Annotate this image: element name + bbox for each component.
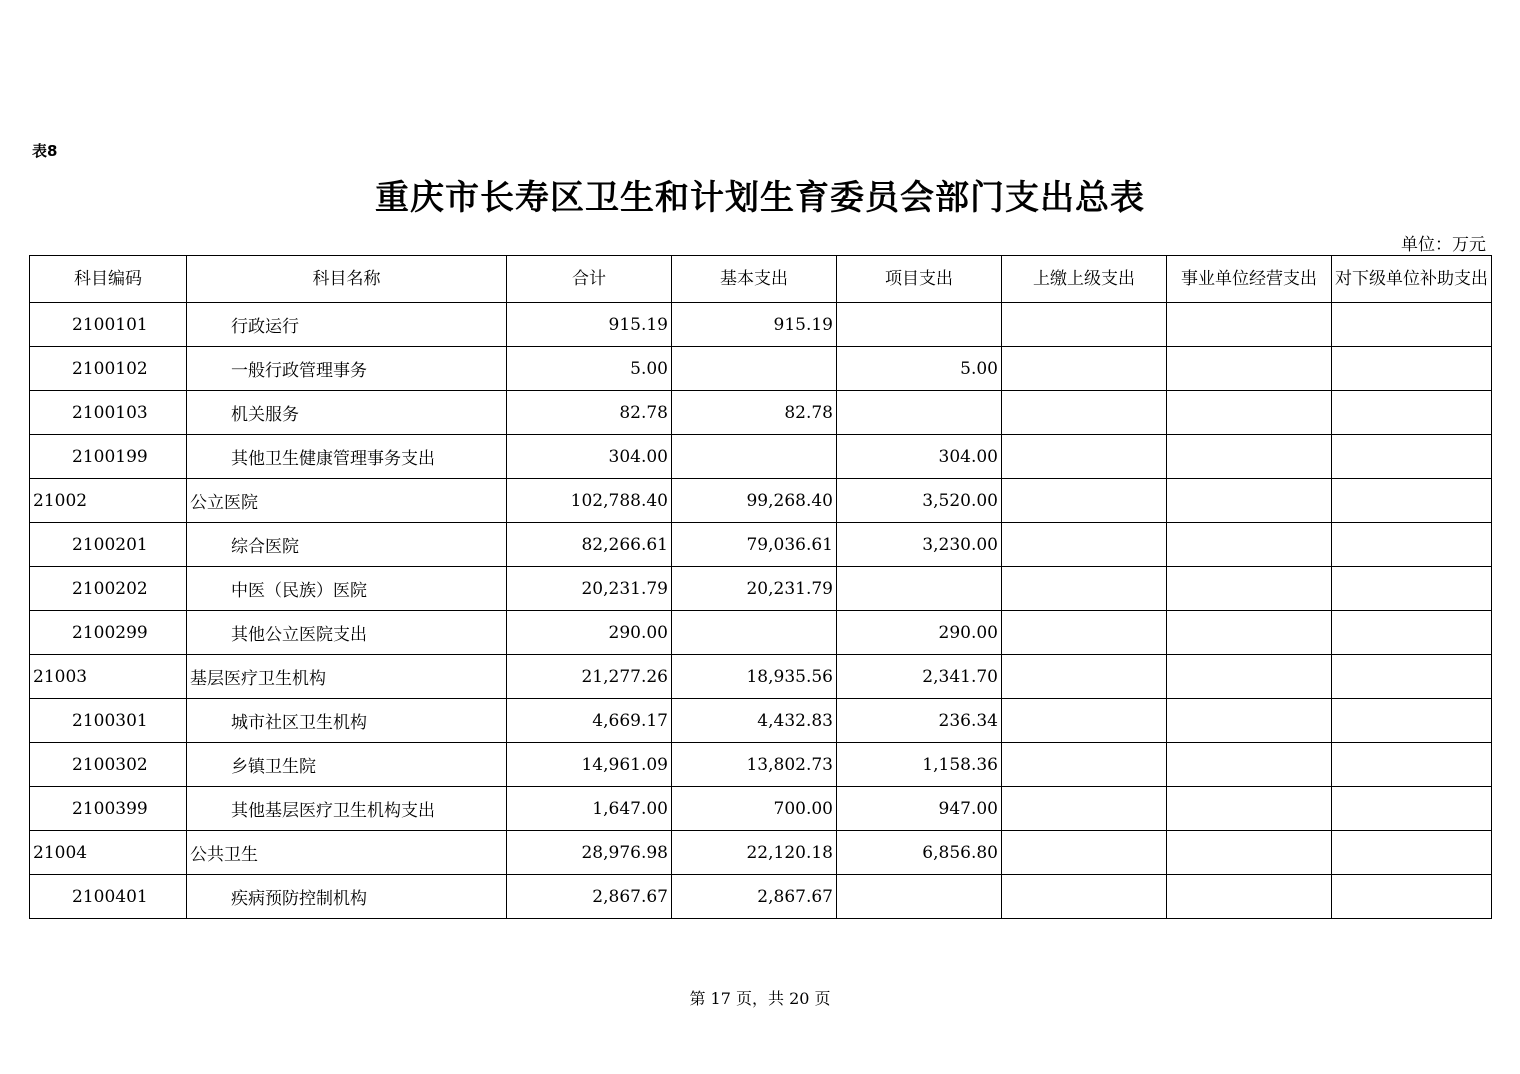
upper-remit-cell (1002, 831, 1167, 875)
table-row (30, 391, 1492, 435)
subject-name-cell: 综合医院 (187, 523, 507, 567)
upper-remit-cell (1002, 435, 1167, 479)
subject-name-cell: 其他公立医院支出 (187, 611, 507, 655)
total-cell: 290.00 (507, 611, 672, 655)
subsidy-cell (1332, 655, 1492, 699)
subsidy-cell (1332, 787, 1492, 831)
total-cell: 1,647.00 (507, 787, 672, 831)
project-expense-cell (837, 875, 1002, 919)
business-expense-cell (1167, 523, 1332, 567)
table-row (30, 875, 1492, 919)
subsidy-cell (1332, 699, 1492, 743)
upper-remit-cell (1002, 523, 1167, 567)
table-row (30, 567, 1492, 611)
upper-remit-cell (1002, 787, 1167, 831)
total-cell: 915.19 (507, 303, 672, 347)
table-header-row (30, 256, 1492, 303)
total-cell: 14,961.09 (507, 743, 672, 787)
subject-code-cell: 2100103 (30, 391, 187, 435)
table-row (30, 787, 1492, 831)
business-expense-cell (1167, 787, 1332, 831)
basic-expense-cell: 700.00 (672, 787, 837, 831)
project-expense-cell: 1,158.36 (837, 743, 1002, 787)
subject-name-cell: 城市社区卫生机构 (187, 699, 507, 743)
basic-expense-cell (672, 435, 837, 479)
total-cell: 304.00 (507, 435, 672, 479)
total-cell: 102,788.40 (507, 479, 672, 523)
subject-name-cell: 疾病预防控制机构 (187, 875, 507, 919)
total-cell: 82.78 (507, 391, 672, 435)
upper-remit-cell (1002, 303, 1167, 347)
total-cell: 82,266.61 (507, 523, 672, 567)
table-row (30, 699, 1492, 743)
upper-remit-cell (1002, 347, 1167, 391)
basic-expense-cell: 915.19 (672, 303, 837, 347)
total-cell: 4,669.17 (507, 699, 672, 743)
upper-remit-cell (1002, 391, 1167, 435)
project-expense-cell (837, 303, 1002, 347)
subject-code-cell: 21004 (30, 831, 187, 875)
project-expense-cell (837, 567, 1002, 611)
project-expense-cell: 5.00 (837, 347, 1002, 391)
subject-code-cell: 21002 (30, 479, 187, 523)
total-cell: 2,867.67 (507, 875, 672, 919)
upper-remit-cell (1002, 655, 1167, 699)
business-expense-cell (1167, 611, 1332, 655)
subsidy-cell (1332, 611, 1492, 655)
subject-name-cell: 公立医院 (187, 479, 507, 523)
business-expense-cell (1167, 875, 1332, 919)
total-cell: 21,277.26 (507, 655, 672, 699)
upper-remit-cell (1002, 479, 1167, 523)
project-expense-cell: 290.00 (837, 611, 1002, 655)
business-expense-cell (1167, 743, 1332, 787)
subject-code-cell: 2100101 (30, 303, 187, 347)
project-expense-cell: 304.00 (837, 435, 1002, 479)
subsidy-cell (1332, 391, 1492, 435)
subject-name-cell: 其他基层医疗卫生机构支出 (187, 787, 507, 831)
column-header: 项目支出 (837, 256, 1002, 303)
table-body (30, 303, 1492, 919)
subject-code-cell: 2100399 (30, 787, 187, 831)
business-expense-cell (1167, 699, 1332, 743)
table-row (30, 479, 1492, 523)
column-header: 事业单位经营支出 (1167, 256, 1332, 303)
column-header: 对下级单位补助支出 (1332, 256, 1492, 303)
basic-expense-cell (672, 611, 837, 655)
basic-expense-cell (672, 347, 837, 391)
page-footer: 第 17 页，共 20 页 (689, 989, 831, 1008)
subject-name-cell: 机关服务 (187, 391, 507, 435)
project-expense-cell: 236.34 (837, 699, 1002, 743)
basic-expense-cell: 13,802.73 (672, 743, 837, 787)
business-expense-cell (1167, 567, 1332, 611)
basic-expense-cell: 22,120.18 (672, 831, 837, 875)
column-header: 科目名称 (187, 256, 507, 303)
business-expense-cell (1167, 347, 1332, 391)
basic-expense-cell: 82.78 (672, 391, 837, 435)
upper-remit-cell (1002, 567, 1167, 611)
total-cell: 5.00 (507, 347, 672, 391)
subsidy-cell (1332, 831, 1492, 875)
subject-code-cell: 2100301 (30, 699, 187, 743)
table-tag: 表8 (32, 142, 58, 160)
upper-remit-cell (1002, 699, 1167, 743)
column-header: 合计 (507, 256, 672, 303)
basic-expense-cell: 18,935.56 (672, 655, 837, 699)
subject-code-cell: 2100199 (30, 435, 187, 479)
subject-name-cell: 一般行政管理事务 (187, 347, 507, 391)
project-expense-cell: 947.00 (837, 787, 1002, 831)
page-title: 重庆市长寿区卫生和计划生育委员会部门支出总表 (375, 178, 1145, 218)
column-header: 基本支出 (672, 256, 837, 303)
expenditure-table (29, 255, 1492, 919)
subject-code-cell: 21003 (30, 655, 187, 699)
business-expense-cell (1167, 435, 1332, 479)
total-cell: 20,231.79 (507, 567, 672, 611)
subject-code-cell: 2100302 (30, 743, 187, 787)
subject-code-cell: 2100202 (30, 567, 187, 611)
subsidy-cell (1332, 435, 1492, 479)
project-expense-cell: 2,341.70 (837, 655, 1002, 699)
upper-remit-cell (1002, 611, 1167, 655)
table-row (30, 655, 1492, 699)
project-expense-cell: 6,856.80 (837, 831, 1002, 875)
unit-label: 单位：万元 (1401, 235, 1486, 255)
project-expense-cell: 3,230.00 (837, 523, 1002, 567)
subject-name-cell: 行政运行 (187, 303, 507, 347)
project-expense-cell (837, 391, 1002, 435)
table-row (30, 435, 1492, 479)
subject-name-cell: 公共卫生 (187, 831, 507, 875)
subject-name-cell: 中医（民族）医院 (187, 567, 507, 611)
subsidy-cell (1332, 567, 1492, 611)
subsidy-cell (1332, 347, 1492, 391)
business-expense-cell (1167, 303, 1332, 347)
business-expense-cell (1167, 831, 1332, 875)
table-row (30, 743, 1492, 787)
table-row (30, 303, 1492, 347)
basic-expense-cell: 99,268.40 (672, 479, 837, 523)
subsidy-cell (1332, 875, 1492, 919)
upper-remit-cell (1002, 875, 1167, 919)
business-expense-cell (1167, 655, 1332, 699)
subject-code-cell: 2100299 (30, 611, 187, 655)
total-cell: 28,976.98 (507, 831, 672, 875)
business-expense-cell (1167, 391, 1332, 435)
subsidy-cell (1332, 523, 1492, 567)
subsidy-cell (1332, 743, 1492, 787)
subject-name-cell: 基层医疗卫生机构 (187, 655, 507, 699)
subject-name-cell: 乡镇卫生院 (187, 743, 507, 787)
subsidy-cell (1332, 479, 1492, 523)
project-expense-cell: 3,520.00 (837, 479, 1002, 523)
basic-expense-cell: 4,432.83 (672, 699, 837, 743)
subject-name-cell: 其他卫生健康管理事务支出 (187, 435, 507, 479)
table-row (30, 611, 1492, 655)
column-header: 上缴上级支出 (1002, 256, 1167, 303)
subject-code-cell: 2100201 (30, 523, 187, 567)
basic-expense-cell: 2,867.67 (672, 875, 837, 919)
upper-remit-cell (1002, 743, 1167, 787)
basic-expense-cell: 20,231.79 (672, 567, 837, 611)
subject-code-cell: 2100102 (30, 347, 187, 391)
column-header: 科目编码 (30, 256, 187, 303)
table-row (30, 523, 1492, 567)
subject-code-cell: 2100401 (30, 875, 187, 919)
table-row (30, 831, 1492, 875)
subsidy-cell (1332, 303, 1492, 347)
business-expense-cell (1167, 479, 1332, 523)
table-row (30, 347, 1492, 391)
basic-expense-cell: 79,036.61 (672, 523, 837, 567)
